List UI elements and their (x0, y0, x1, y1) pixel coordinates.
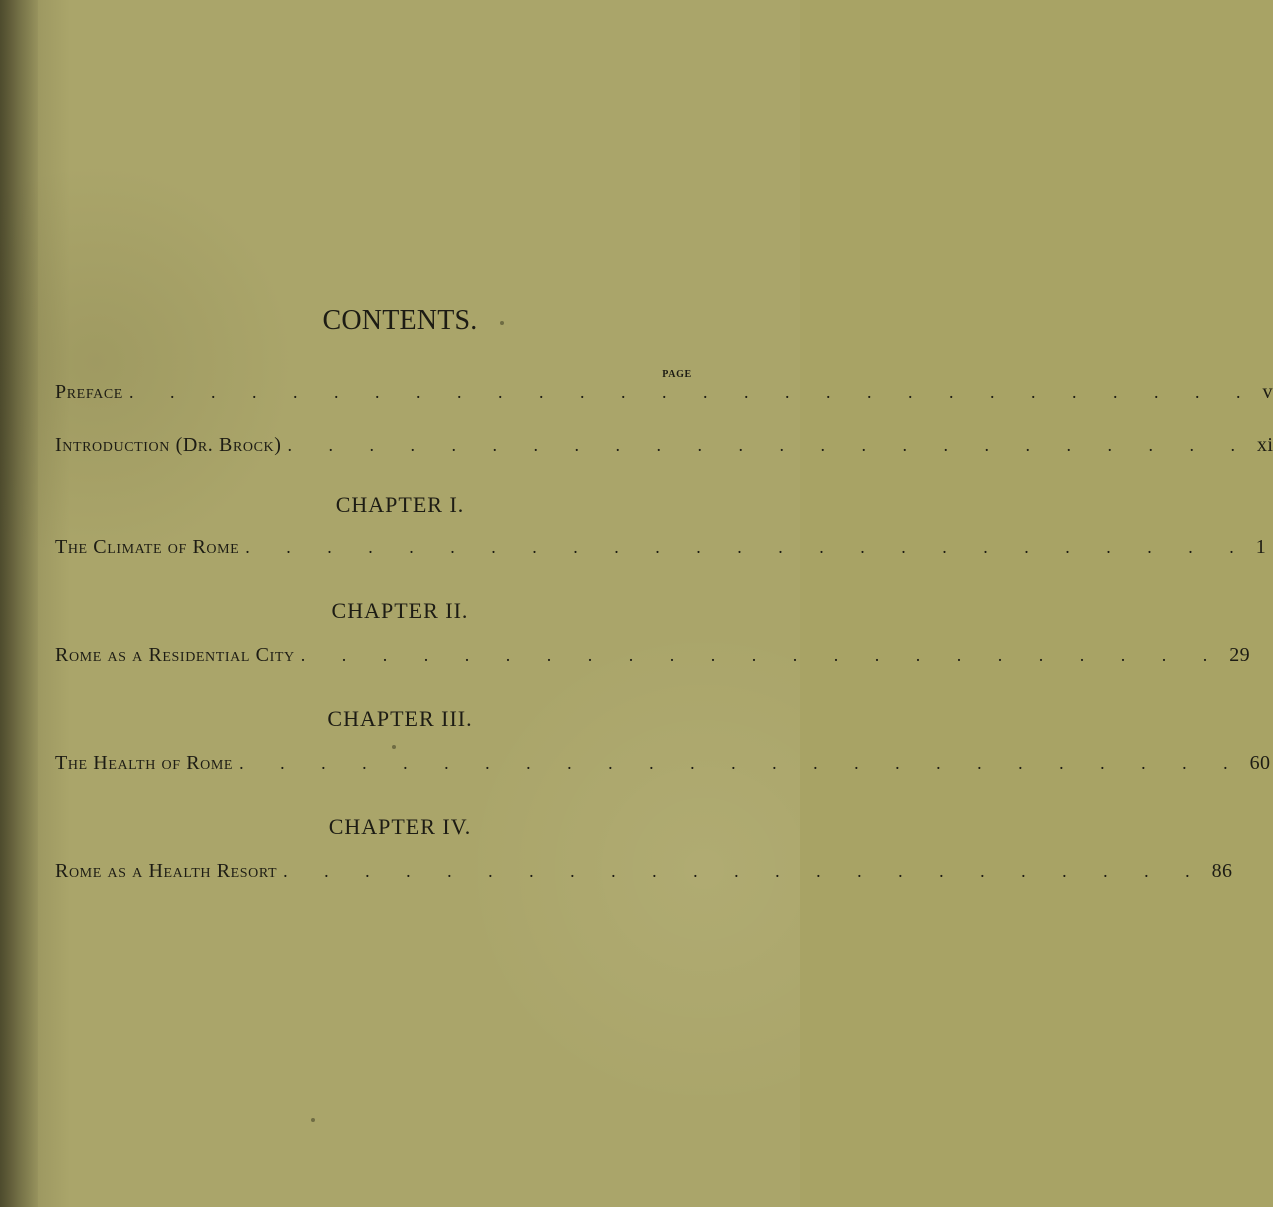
toc-entry-label: Preface (55, 381, 123, 403)
toc-entry-label: The Health of Rome (55, 752, 234, 774)
toc-entry-page: 86 (1211, 860, 1233, 882)
toc-entry-page: 60 (1249, 752, 1271, 774)
paper-speck (311, 1118, 315, 1122)
toc-entry-label: The Climate of Rome (55, 536, 240, 558)
page-column-heading: PAGE (662, 369, 692, 380)
toc-entry-health-resort (55, 860, 1233, 890)
toc-entry-residential-city (55, 644, 1251, 674)
dot-leader: . . . . . . . . . . . . . . . . . . . . . . . . (287, 435, 1252, 455)
paper-speck (392, 745, 396, 749)
toc-entry-label: Rome as a Health Resort (55, 860, 278, 882)
dot-leader: . . . . . . . . . . . . . . . . . . . . . . . . . (245, 537, 1250, 557)
paper-speck (500, 321, 504, 325)
toc-entry-page: 1 (1255, 536, 1267, 558)
chapter-heading-4: CHAPTER IV. (328, 814, 472, 839)
dot-leader: . . . . . . . . . . . . . . . . . . . . . . . . . (239, 753, 1244, 773)
toc-entry-preface (55, 381, 1273, 411)
toc-entry-label: Rome as a Residential City (55, 644, 295, 666)
chapter-heading-3: CHAPTER III. (327, 706, 473, 731)
toc-entry-climate-of-rome (55, 536, 1267, 566)
dot-leader: . . . . . . . . . . . . . . . . . . . . . . . (283, 861, 1206, 881)
dot-leader: . . . . . . . . . . . . . . . . . . . . . . . (300, 645, 1224, 665)
dot-leader: . . . . . . . . . . . . . . . . . . . . . . . . . . . . (128, 382, 1257, 402)
chapter-heading-1: CHAPTER I. (335, 492, 465, 517)
chapter-heading-2: CHAPTER II. (331, 598, 469, 623)
toc-entry-health-of-rome (55, 752, 1271, 782)
contents-title: CONTENTS. (322, 305, 478, 336)
toc-entry-introduction (55, 434, 1273, 464)
toc-entry-page: 29 (1229, 644, 1251, 666)
toc-entry-label: Introduction (Dr. Brock) (55, 434, 282, 456)
toc-entry-page: xi (1257, 434, 1273, 456)
toc-entry-page: v (1262, 381, 1273, 403)
